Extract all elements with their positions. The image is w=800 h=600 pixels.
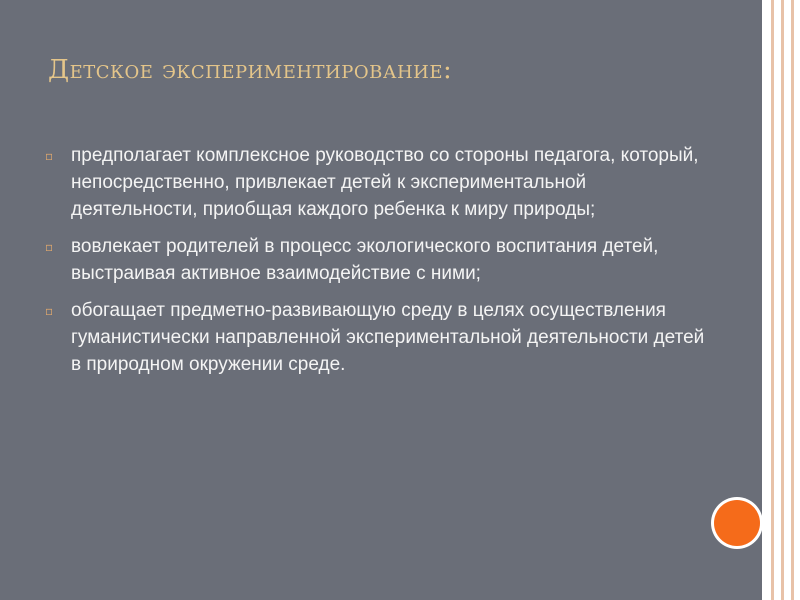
orange-circle-decoration (714, 500, 760, 546)
bullet-text: предполагает комплексное руководство со стороны педагога, который, непосредственно, привлекает детей к экспериментальной деятельности, приобщая каждого ребенка к миру природы; (71, 145, 699, 220)
bullet-icon: ▫ (45, 240, 54, 254)
bullet-text: вовлекает родителей в процесс экологического воспитания детей, выстраивая активное взаимодействие с ними; (71, 236, 659, 284)
decorative-stripe (781, 0, 784, 600)
bullet-icon: ▫ (45, 149, 54, 163)
slide-title: Детское экспериментирование: (48, 55, 453, 85)
bullet-item (45, 233, 710, 287)
decorative-stripe (791, 0, 794, 600)
bullet-item (45, 142, 710, 223)
bullet-text: обогащает предметно-развивающую среду в целях осуществления гуманистически направленной экспериментальной деятельности детей в природном окружении среде. (71, 300, 705, 375)
bullet-item (45, 297, 710, 378)
bullet-list (45, 142, 710, 388)
bullet-icon: ▫ (45, 304, 54, 318)
decorative-stripe (771, 0, 774, 600)
